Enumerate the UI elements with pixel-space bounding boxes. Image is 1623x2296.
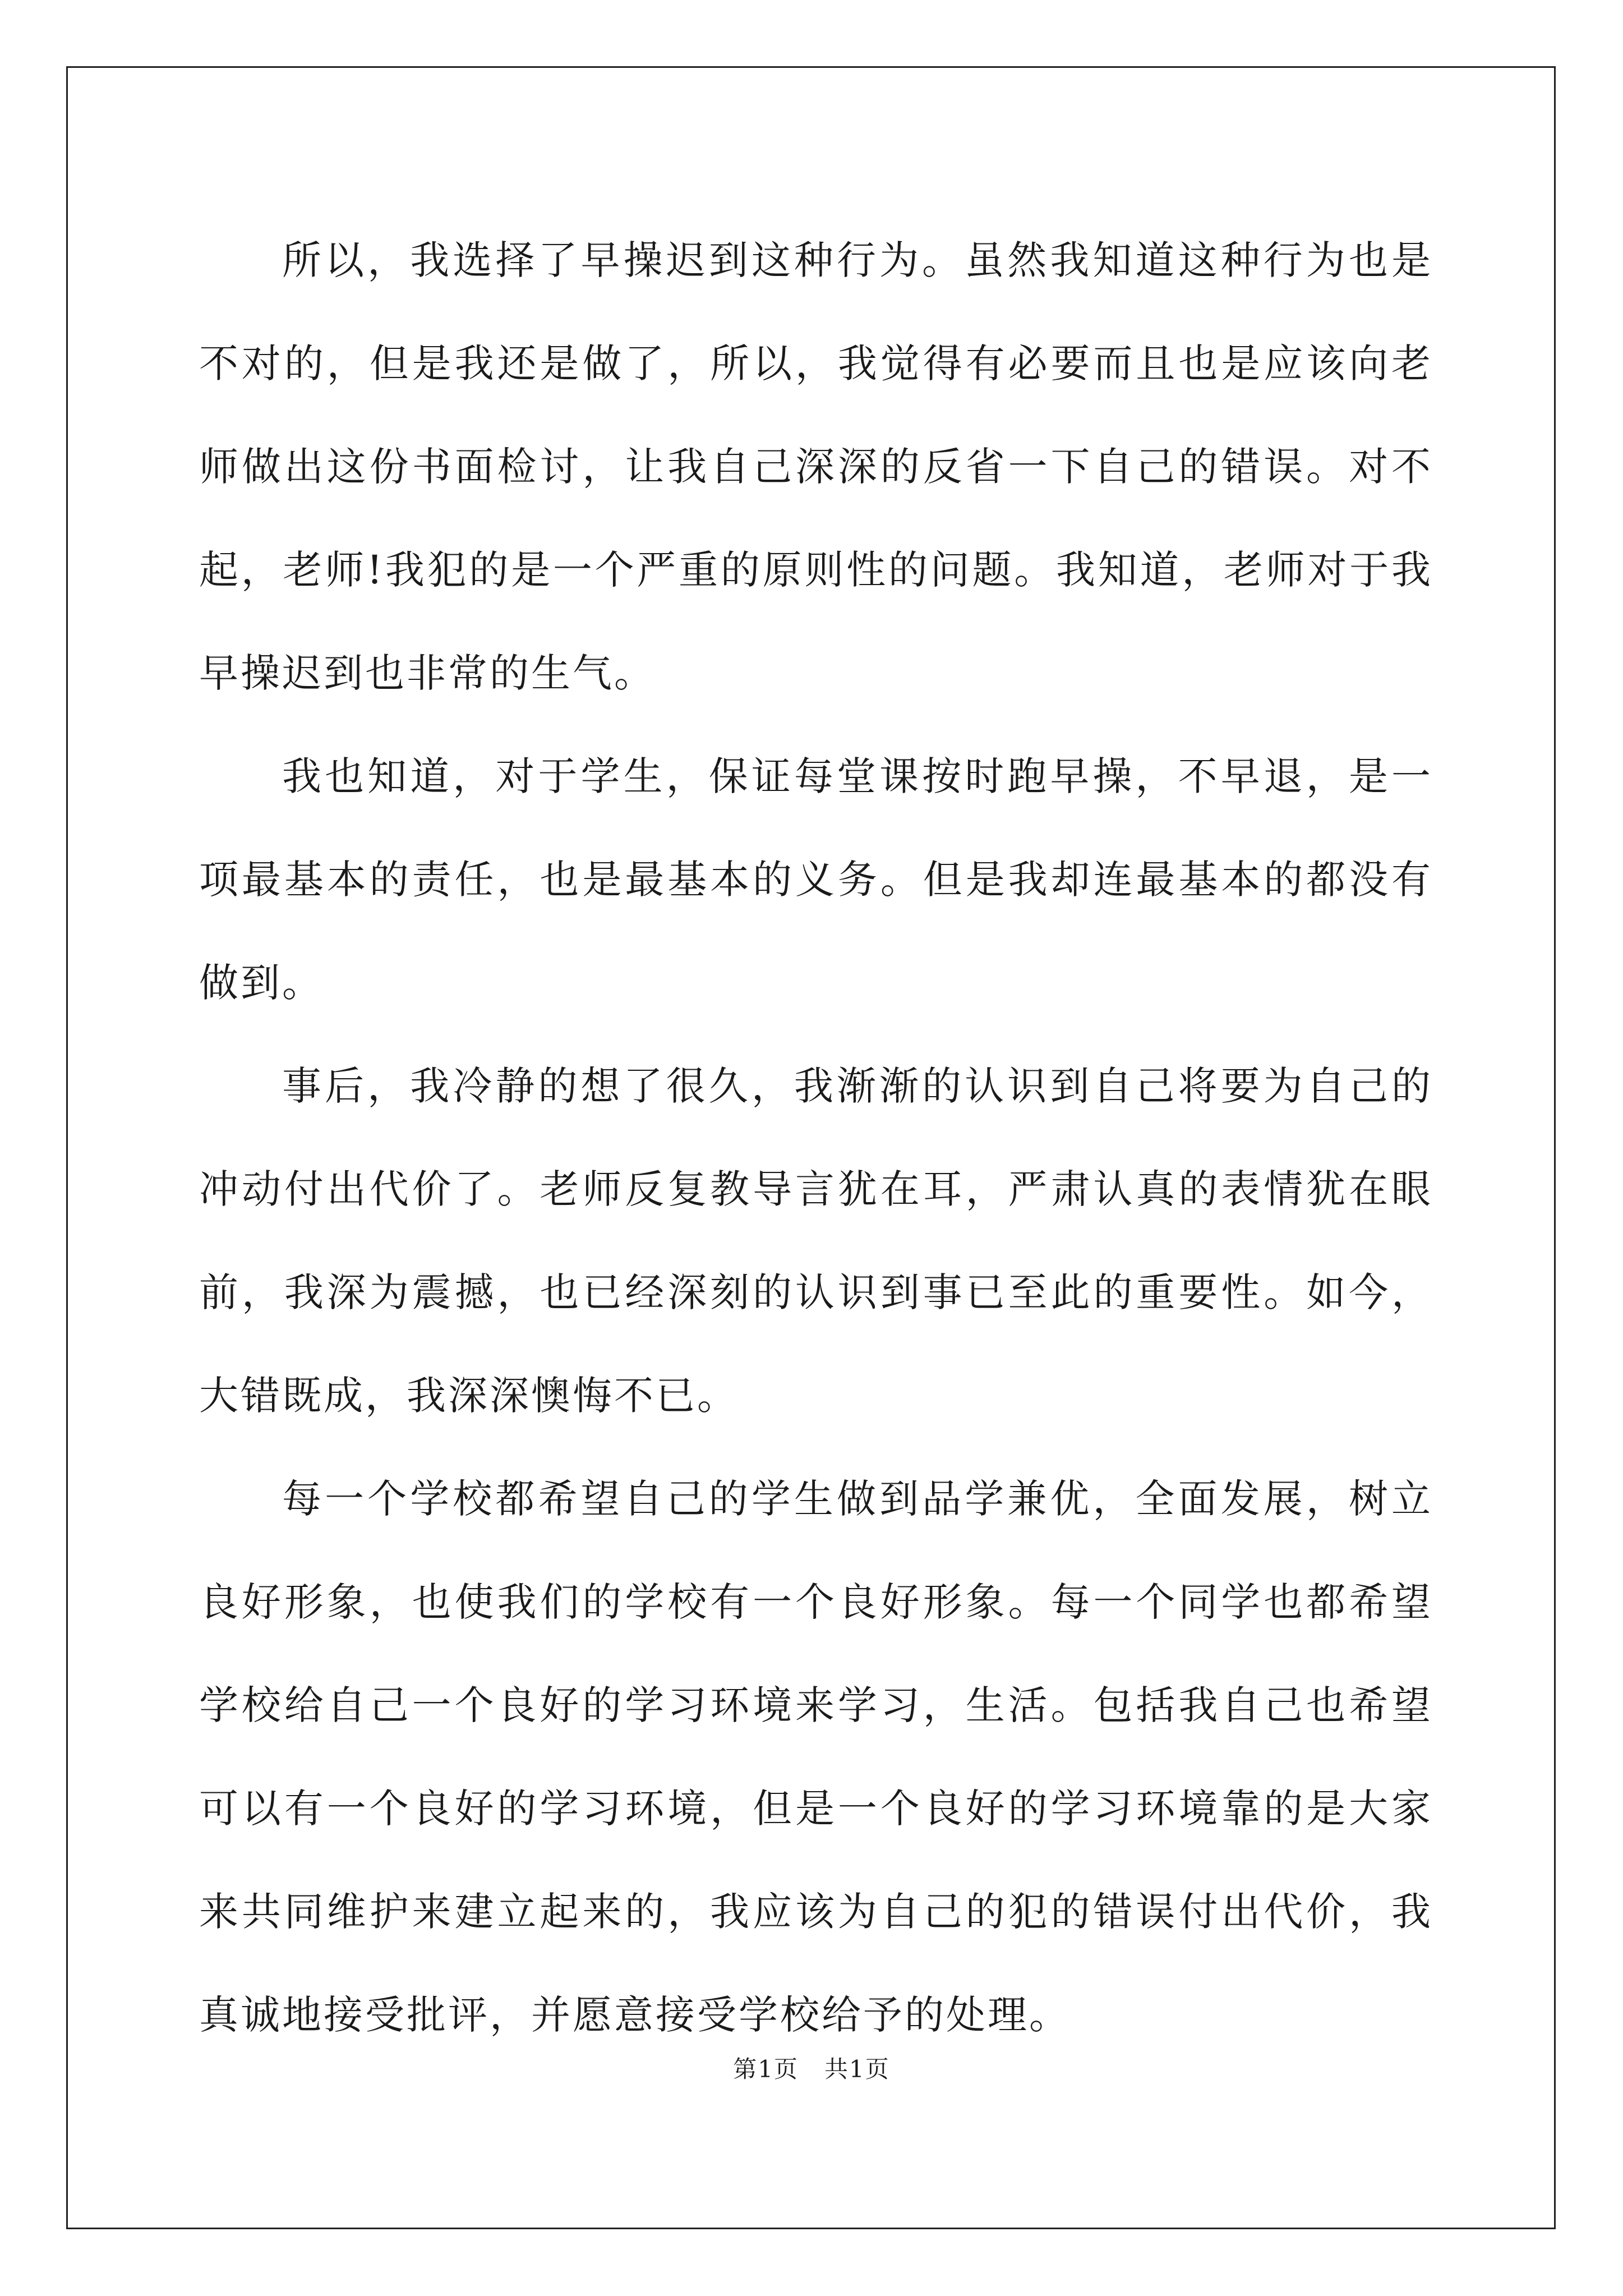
- paragraph-1: 所以，我选择了早操迟到这种行为。虽然我知道这种行为也是不对的，但是我还是做了，所以，我觉得有必要而且也是应该向老师做出这份书面检讨，让我自己深深的反省一下自己的错误。对不起，老师!我犯的是一个严重的原则性的问题。我知道，老师对于我早操迟到也非常的生气。: [199, 237, 1433, 696]
- paragraph-4: 每一个学校都希望自己的学生做到品学兼优，全面发展，树立良好形象，也使我们的学校有一个良好形象。每一个同学也都希望学校给自己一个良好的学习环境来学习，生活。包括我自己也希望可以有一个良好的学习环境，但是一个良好的学习环境靠的是大家来共同维护来建立起来的，我应该为自己的犯的错误付出代价，我真诚地接受批评，并愿意接受学校给予的处理。: [199, 1476, 1433, 2038]
- paragraph-3: 事后，我冷静的想了很久，我渐渐的认识到自己将要为自己的冲动付出代价了。老师反复教导言犹在耳，严肃认真的表情犹在眼前，我深为震撼，也已经深刻的认识到事已至此的重要性。如今，大错既成，我深深懊悔不已。: [199, 1063, 1433, 1419]
- page-number: 第1页 共1页: [733, 2055, 890, 2083]
- page-footer: [0, 2051, 1623, 2085]
- paragraph-2: 我也知道，对于学生，保证每堂课按时跑早操，不早退，是一项最基本的责任，也是最基本的义务。但是我却连最基本的都没有做到。: [199, 753, 1433, 1006]
- document-body: [199, 209, 1433, 2067]
